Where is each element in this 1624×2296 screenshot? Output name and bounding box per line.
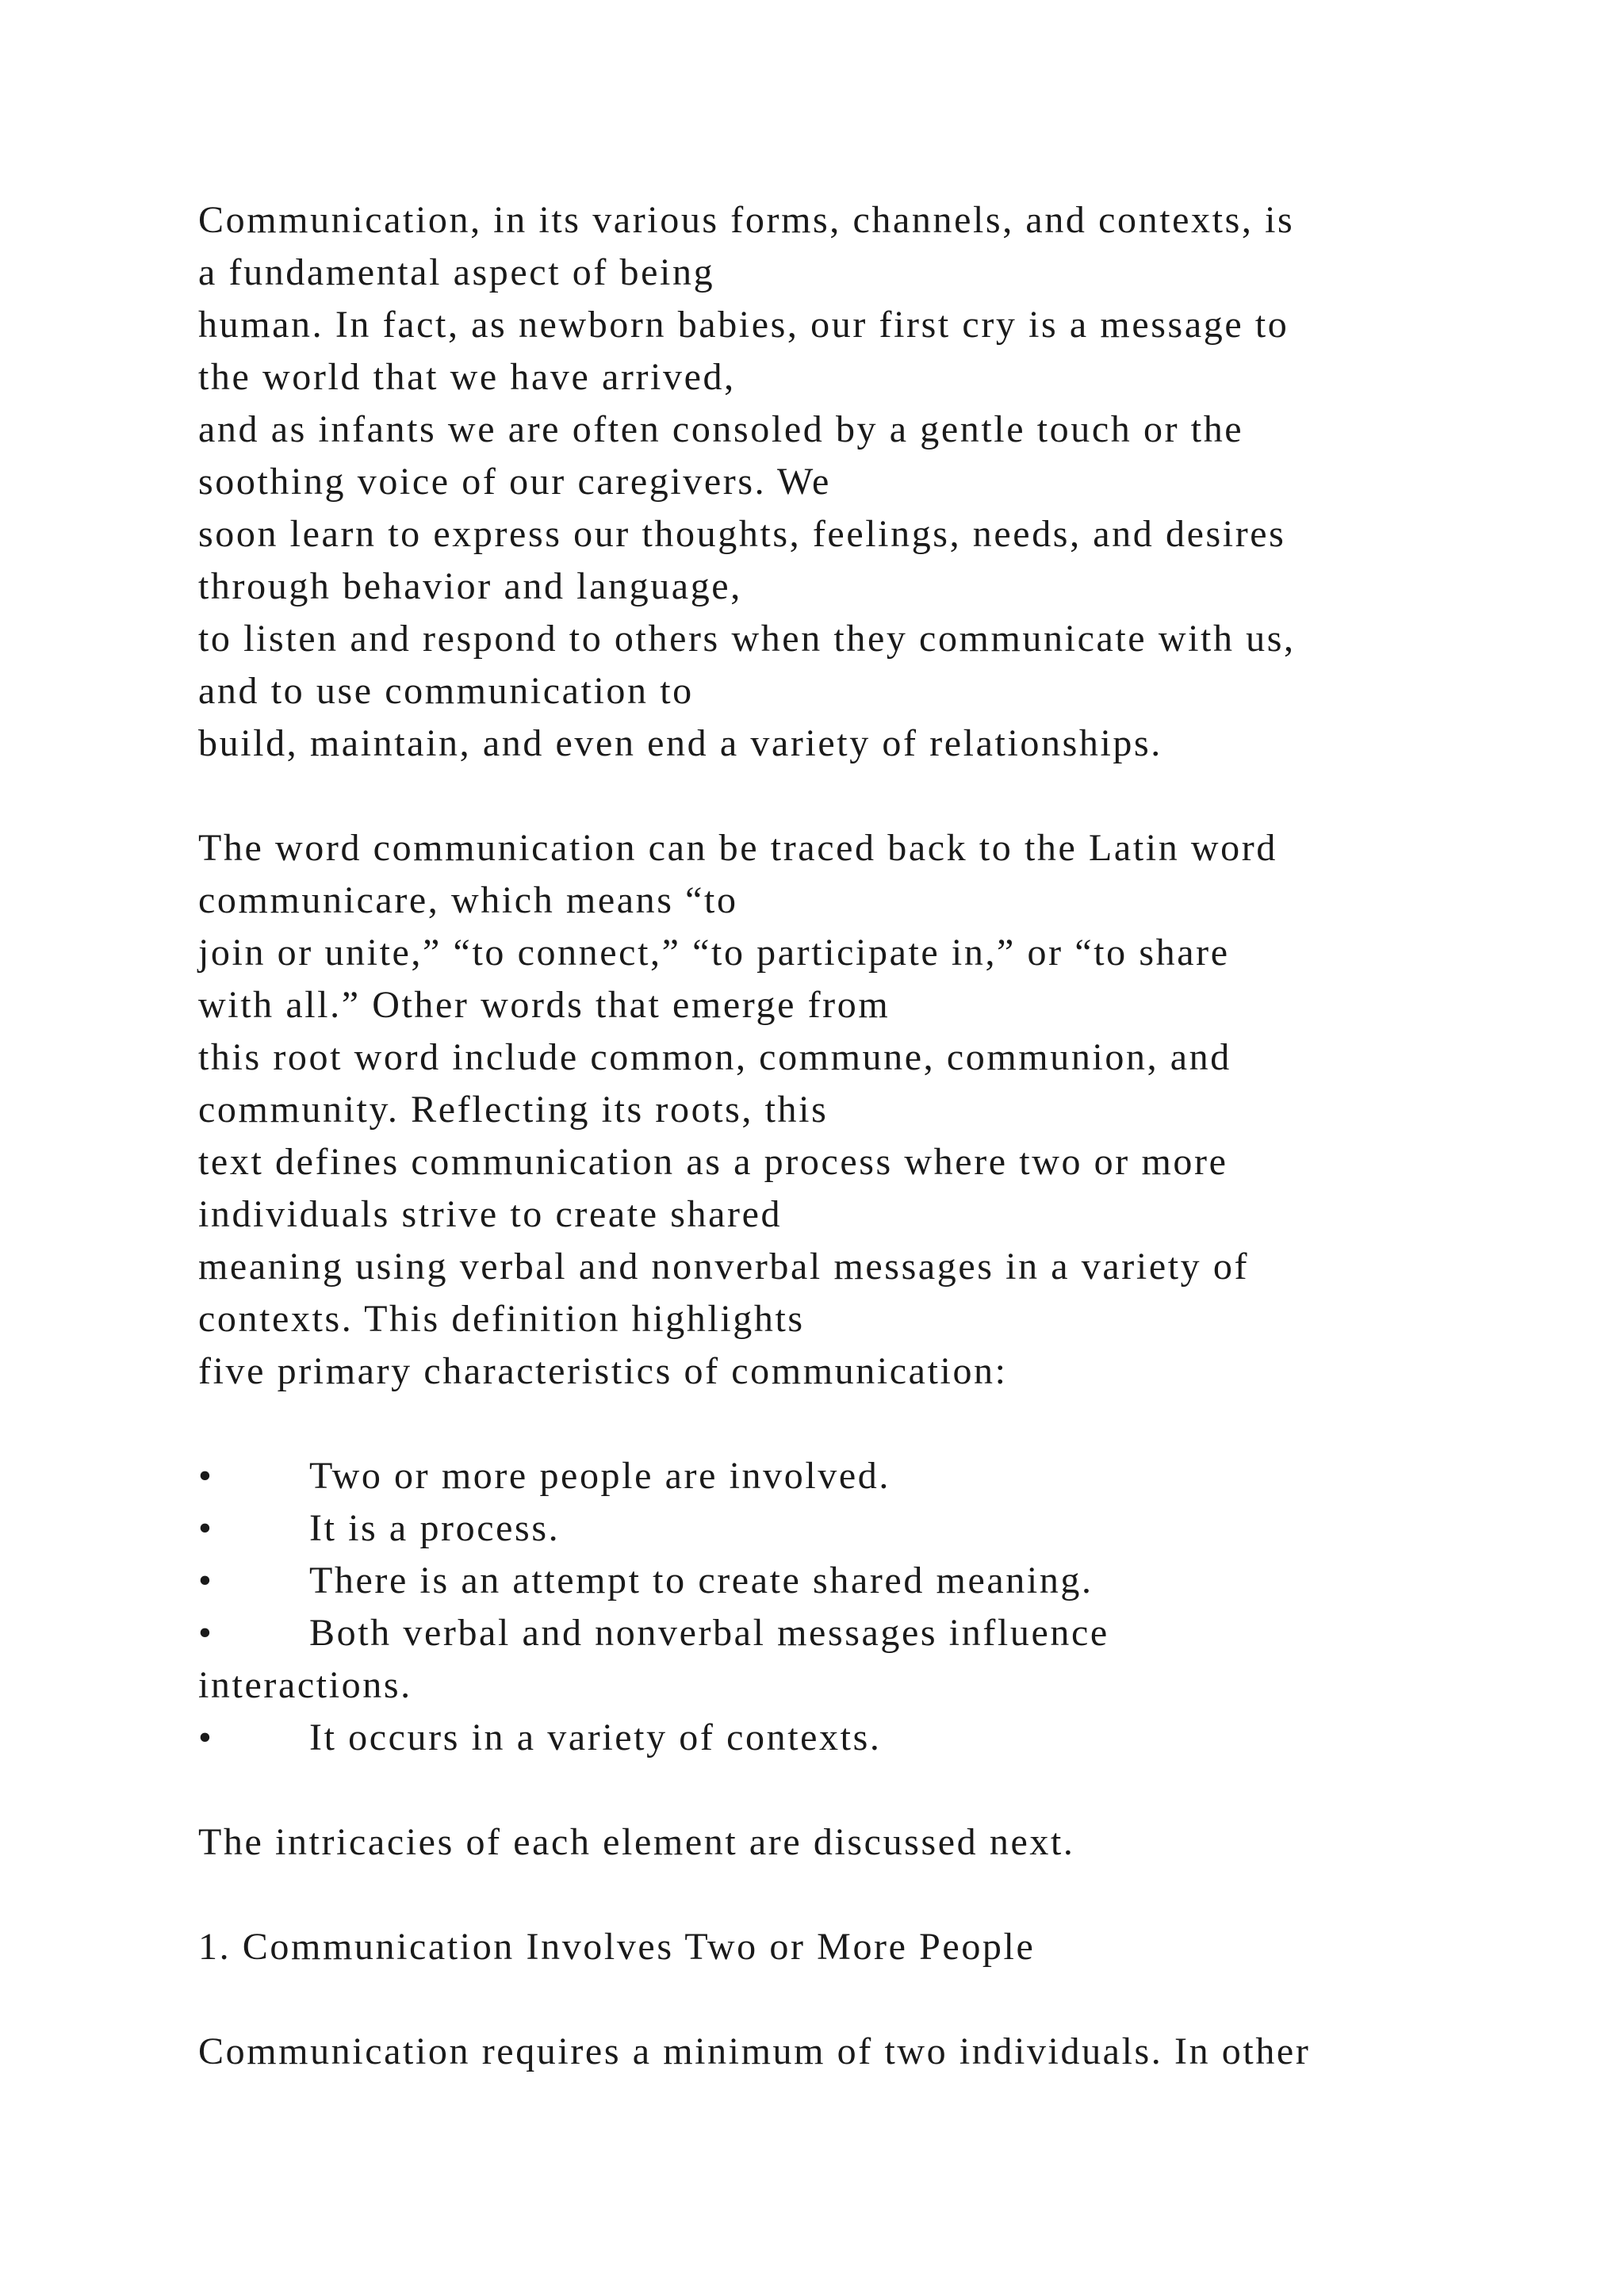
list-item-text: Two or more people are involved. — [309, 1455, 891, 1497]
text-line: communicare, which means “to — [198, 879, 738, 921]
list-item — [198, 1555, 1483, 1607]
text-line: contexts. This definition highlights — [198, 1298, 805, 1340]
paragraph-intro — [198, 194, 1483, 770]
list-item — [198, 1450, 1483, 1502]
paragraph-spacer — [198, 1764, 1483, 1816]
bullet-icon: • — [198, 1507, 214, 1549]
text-line: the world that we have arrived, — [198, 356, 736, 398]
text-line: build, maintain, and even end a variety of relationships. — [198, 722, 1162, 764]
text-line: meaning using verbal and nonverbal messages in a variety of — [198, 1246, 1250, 1288]
text-line: with all.” Other words that emerge from — [198, 984, 891, 1026]
paragraph-spacer — [198, 1973, 1483, 2026]
text-line: and as infants we are often consoled by a gentle touch or the — [198, 408, 1244, 450]
text-line: this root word include common, commune, communion, and — [198, 1036, 1231, 1078]
list-item — [198, 1607, 1483, 1659]
bullet-icon: • — [198, 1612, 214, 1654]
paragraph-spacer — [198, 1869, 1483, 1921]
text-line: join or unite,” “to connect,” “to participate in,” or “to share — [198, 932, 1230, 974]
text-line: to listen and respond to others when they communicate with us, — [198, 618, 1296, 660]
list-item-continuation: interactions. — [198, 1664, 412, 1706]
paragraph-spacer — [198, 1398, 1483, 1450]
list-item — [198, 1712, 1483, 1764]
text-line: five primary characteristics of communication: — [198, 1350, 1008, 1392]
paragraph-section-body: Communication requires a minimum of two individuals. In other — [198, 2030, 1311, 2072]
text-line: individuals strive to create shared — [198, 1193, 783, 1235]
bullet-icon: • — [198, 1455, 214, 1497]
document-page — [198, 194, 1483, 2078]
text-line: human. In fact, as newborn babies, our first cry is a message to — [198, 304, 1289, 346]
list-item-text: Both verbal and nonverbal messages influence — [309, 1612, 1109, 1654]
text-line: text defines communication as a process where two or more — [198, 1141, 1228, 1183]
paragraph-definition — [198, 822, 1483, 1398]
list-item-text: There is an attempt to create shared meaning. — [309, 1559, 1094, 1601]
text-line: soon learn to express our thoughts, feelings, needs, and desires — [198, 513, 1286, 555]
characteristics-list — [198, 1450, 1483, 1764]
text-line: The word communication can be traced back to the Latin word — [198, 827, 1277, 869]
paragraph-spacer — [198, 770, 1483, 822]
list-item-text: It is a process. — [309, 1507, 561, 1549]
bullet-icon: • — [198, 1716, 214, 1758]
text-line: through behavior and language, — [198, 565, 742, 607]
list-item — [198, 1502, 1483, 1555]
section-heading: 1. Communication Involves Two or More People — [198, 1926, 1036, 1968]
text-line: a fundamental aspect of being — [198, 251, 715, 293]
text-line: and to use communication to — [198, 670, 694, 712]
list-item-text: It occurs in a variety of contexts. — [309, 1716, 882, 1758]
text-line: Communication, in its various forms, channels, and contexts, is — [198, 199, 1295, 241]
paragraph-transition: The intricacies of each element are discussed next. — [198, 1821, 1075, 1863]
text-line: soothing voice of our caregivers. We — [198, 461, 831, 503]
text-line: community. Reflecting its roots, this — [198, 1089, 829, 1131]
bullet-icon: • — [198, 1559, 214, 1601]
